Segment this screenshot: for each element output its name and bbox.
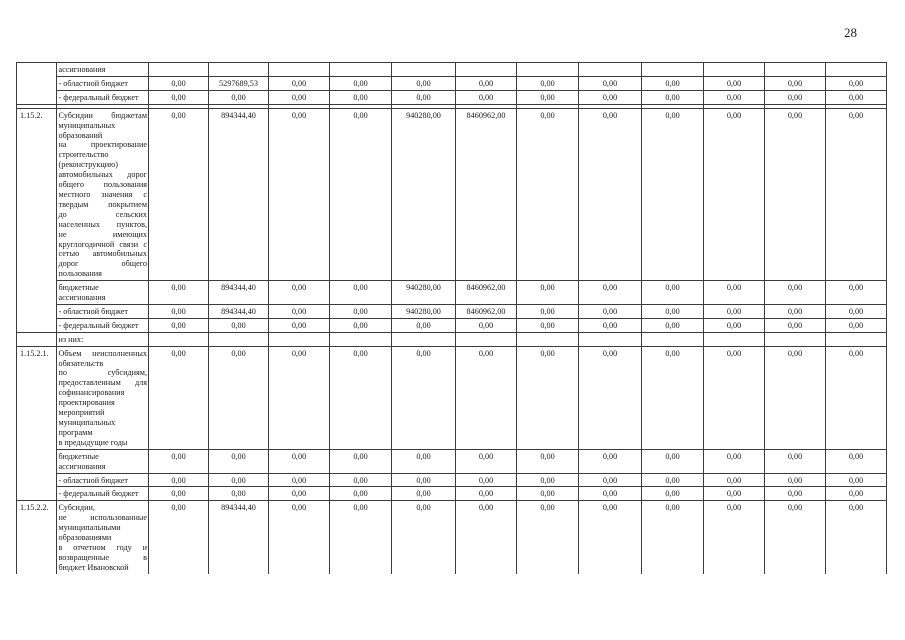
value-cell <box>456 332 517 346</box>
table-row <box>17 318 887 332</box>
table-row <box>17 346 887 449</box>
label-line: общего пользования <box>58 180 147 190</box>
value-cell: 0,00 <box>330 346 392 449</box>
label-line: бюджетные <box>58 283 99 293</box>
value-cell: 0,00 <box>642 304 704 318</box>
value-cell: 0,00 <box>517 281 579 305</box>
value-cell: 0,00 <box>149 76 209 90</box>
value-cell: 0,00 <box>456 473 517 487</box>
table-row <box>17 487 887 501</box>
value-cell <box>579 332 642 346</box>
value-cell: 0,00 <box>704 501 765 574</box>
value-cell: 0,00 <box>269 449 330 473</box>
value-cell: 0,00 <box>209 90 269 104</box>
value-cell: 0,00 <box>149 304 209 318</box>
row-label-cell <box>57 449 149 473</box>
label-line: ассигнования <box>58 65 106 74</box>
row-label-cell <box>57 473 149 487</box>
label-line: ассигнования <box>58 461 106 471</box>
value-cell: 894344,40 <box>209 304 269 318</box>
value-cell: 0,00 <box>765 281 826 305</box>
label-line: на проектирование <box>58 140 147 150</box>
value-cell: 0,00 <box>517 318 579 332</box>
value-cell: 0,00 <box>826 318 887 332</box>
label-line: в отчетном году и <box>58 542 147 552</box>
value-cell <box>579 63 642 77</box>
value-cell <box>765 332 826 346</box>
value-cell: 0,00 <box>330 449 392 473</box>
label-line: Субсидии бюджетам <box>58 110 147 120</box>
value-cell: 0,00 <box>579 281 642 305</box>
value-cell <box>149 332 209 346</box>
value-cell: 0,00 <box>330 473 392 487</box>
value-cell: 0,00 <box>517 487 579 501</box>
value-cell: 0,00 <box>330 318 392 332</box>
value-cell: 0,00 <box>149 487 209 501</box>
value-cell: 0,00 <box>642 501 704 574</box>
value-cell: 0,00 <box>704 108 765 280</box>
value-cell: 0,00 <box>704 346 765 449</box>
value-cell: 0,00 <box>642 318 704 332</box>
value-cell: 8460962,00 <box>456 108 517 280</box>
value-cell: 0,00 <box>456 449 517 473</box>
value-cell: 0,00 <box>579 76 642 90</box>
value-cell: 0,00 <box>826 449 887 473</box>
label-line: автомобильных дорог <box>58 170 147 180</box>
value-cell <box>765 63 826 77</box>
value-cell: 0,00 <box>765 487 826 501</box>
value-cell: 0,00 <box>456 90 517 104</box>
row-label-cell <box>57 108 149 280</box>
value-cell: 0,00 <box>269 304 330 318</box>
value-cell: 0,00 <box>209 318 269 332</box>
value-cell <box>269 63 330 77</box>
label-line: дорог общего <box>58 259 147 269</box>
value-cell: 0,00 <box>149 473 209 487</box>
value-cell: 0,00 <box>392 90 456 104</box>
label-line: софинансирования <box>58 388 125 398</box>
label-line: - федеральный бюджет <box>58 320 139 330</box>
value-cell: 0,00 <box>642 487 704 501</box>
value-cell <box>704 63 765 77</box>
value-cell <box>826 63 887 77</box>
row-label-cell <box>57 304 149 318</box>
row-label-cell <box>57 281 149 305</box>
budget-table <box>16 62 887 574</box>
value-cell: 0,00 <box>149 318 209 332</box>
row-label-cell <box>57 487 149 501</box>
value-cell: 0,00 <box>642 108 704 280</box>
value-cell <box>392 63 456 77</box>
value-cell: 0,00 <box>517 304 579 318</box>
row-label-cell <box>57 346 149 449</box>
row-number-cell: 1.15.2. <box>17 108 57 332</box>
value-cell: 0,00 <box>704 90 765 104</box>
label-line: образований <box>58 130 103 140</box>
value-cell: 0,00 <box>392 473 456 487</box>
budget-table-body <box>17 63 887 574</box>
value-cell: 0,00 <box>826 90 887 104</box>
value-cell: 0,00 <box>579 318 642 332</box>
value-cell: 0,00 <box>456 487 517 501</box>
value-cell: 0,00 <box>209 449 269 473</box>
value-cell: 0,00 <box>765 108 826 280</box>
value-cell: 0,00 <box>517 501 579 574</box>
value-cell: 0,00 <box>704 449 765 473</box>
table-row <box>17 449 887 473</box>
value-cell <box>209 63 269 77</box>
row-label-cell <box>57 63 149 77</box>
value-cell <box>642 63 704 77</box>
label-line: до сельских <box>58 209 147 219</box>
label-line: твердым покрытием <box>58 199 147 209</box>
row-label-cell <box>57 318 149 332</box>
value-cell <box>149 63 209 77</box>
value-cell: 940280,00 <box>392 304 456 318</box>
value-cell: 0,00 <box>826 346 887 449</box>
value-cell: 0,00 <box>642 473 704 487</box>
value-cell: 0,00 <box>456 318 517 332</box>
label-line: ассигнования <box>58 293 106 303</box>
value-cell: 0,00 <box>704 487 765 501</box>
row-number-cell <box>17 63 57 105</box>
value-cell: 0,00 <box>579 487 642 501</box>
value-cell: 0,00 <box>517 449 579 473</box>
value-cell: 0,00 <box>269 473 330 487</box>
value-cell <box>392 332 456 346</box>
value-cell: 0,00 <box>392 487 456 501</box>
value-cell: 0,00 <box>765 318 826 332</box>
value-cell: 0,00 <box>704 76 765 90</box>
table-row <box>17 501 887 574</box>
label-line: муниципальных <box>58 120 116 130</box>
value-cell: 0,00 <box>765 501 826 574</box>
value-cell: 0,00 <box>826 501 887 574</box>
value-cell: 0,00 <box>704 318 765 332</box>
value-cell: 0,00 <box>765 304 826 318</box>
value-cell: 0,00 <box>826 473 887 487</box>
table-row <box>17 63 887 77</box>
label-line: муниципальных <box>58 418 116 427</box>
value-cell: 0,00 <box>826 108 887 280</box>
value-cell: 0,00 <box>209 487 269 501</box>
value-cell: 0,00 <box>392 346 456 449</box>
value-cell: 0,00 <box>579 90 642 104</box>
label-line: населенных пунктов, <box>58 219 147 229</box>
value-cell: 0,00 <box>269 76 330 90</box>
table-row <box>17 90 887 104</box>
value-cell <box>826 332 887 346</box>
value-cell: 8460962,00 <box>456 281 517 305</box>
label-line: проектирования <box>58 398 115 408</box>
value-cell: 0,00 <box>642 76 704 90</box>
row-label-cell <box>57 76 149 90</box>
value-cell <box>330 332 392 346</box>
value-cell: 0,00 <box>826 304 887 318</box>
value-cell: 0,00 <box>330 281 392 305</box>
value-cell: 0,00 <box>642 346 704 449</box>
label-line: местного значения с <box>58 189 147 199</box>
value-cell: 894344,40 <box>209 501 269 574</box>
value-cell: 0,00 <box>269 487 330 501</box>
label-line: бюджет Ивановской <box>58 562 129 572</box>
label-line: (реконструкцию) <box>58 160 118 170</box>
value-cell: 0,00 <box>149 90 209 104</box>
value-cell: 0,00 <box>517 108 579 280</box>
value-cell: 0,00 <box>456 346 517 449</box>
value-cell: 0,00 <box>765 473 826 487</box>
label-line: строительство <box>58 150 109 160</box>
label-line: в предыдущие годы <box>58 437 128 447</box>
value-cell: 0,00 <box>765 76 826 90</box>
value-cell: 0,00 <box>456 76 517 90</box>
value-cell <box>269 332 330 346</box>
value-cell: 0,00 <box>392 76 456 90</box>
value-cell: 0,00 <box>579 108 642 280</box>
table-row <box>17 473 887 487</box>
value-cell: 0,00 <box>579 449 642 473</box>
value-cell: 0,00 <box>269 318 330 332</box>
label-line: по субсидиям, <box>58 368 147 378</box>
label-line: программ <box>58 427 93 437</box>
label-line: не имеющих <box>58 229 147 239</box>
label-line: - областной бюджет <box>58 306 128 316</box>
value-cell: 0,00 <box>269 108 330 280</box>
row-number-cell: 1.15.2.2. <box>17 501 57 574</box>
value-cell: 0,00 <box>149 108 209 280</box>
value-cell: 0,00 <box>704 281 765 305</box>
table-row <box>17 281 887 305</box>
value-cell <box>330 63 392 77</box>
value-cell: 940280,00 <box>392 281 456 305</box>
value-cell: 0,00 <box>269 346 330 449</box>
value-cell: 0,00 <box>149 346 209 449</box>
value-cell: 894344,40 <box>209 281 269 305</box>
value-cell: 940280,00 <box>392 108 456 280</box>
value-cell: 0,00 <box>517 90 579 104</box>
label-line: бюджетные <box>58 451 99 461</box>
value-cell: 0,00 <box>642 281 704 305</box>
value-cell: 0,00 <box>517 346 579 449</box>
row-label-cell <box>57 332 149 346</box>
value-cell: 0,00 <box>269 90 330 104</box>
value-cell: 0,00 <box>269 281 330 305</box>
value-cell: 0,00 <box>579 346 642 449</box>
value-cell: 0,00 <box>209 473 269 487</box>
value-cell: 894344,40 <box>209 108 269 280</box>
value-cell: 0,00 <box>642 449 704 473</box>
value-cell: 0,00 <box>330 304 392 318</box>
value-cell: 0,00 <box>826 281 887 305</box>
label-line: не использованные <box>58 513 147 523</box>
value-cell: 0,00 <box>579 304 642 318</box>
value-cell: 8460962,00 <box>456 304 517 318</box>
value-cell: 0,00 <box>269 501 330 574</box>
label-line: Объем неисполненных <box>58 348 147 358</box>
value-cell: 0,00 <box>330 108 392 280</box>
value-cell: 0,00 <box>392 318 456 332</box>
label-line: - федеральный бюджет <box>58 92 139 102</box>
label-line: предоставленным для <box>58 378 147 388</box>
value-cell: 0,00 <box>765 346 826 449</box>
row-label-cell <box>57 90 149 104</box>
value-cell: 0,00 <box>704 304 765 318</box>
label-line: пользования <box>58 269 102 279</box>
value-cell <box>209 332 269 346</box>
label-line: круглогодичной связи с <box>58 239 147 249</box>
label-line: - федеральный бюджет <box>58 489 139 499</box>
label-line: - областной бюджет <box>58 475 128 485</box>
value-cell <box>517 332 579 346</box>
value-cell: 0,00 <box>826 487 887 501</box>
label-line: сетью автомобильных <box>58 249 147 259</box>
value-cell: 0,00 <box>765 90 826 104</box>
label-line: мероприятий <box>58 408 105 418</box>
value-cell: 0,00 <box>149 449 209 473</box>
label-line: образованиями <box>58 533 112 543</box>
page-number: 28 <box>844 25 857 40</box>
table-row <box>17 108 887 280</box>
value-cell <box>642 332 704 346</box>
value-cell <box>456 63 517 77</box>
value-cell: 0,00 <box>330 90 392 104</box>
value-cell: 0,00 <box>330 501 392 574</box>
label-line: обязательств <box>58 358 104 368</box>
value-cell: 0,00 <box>579 473 642 487</box>
value-cell: 0,00 <box>456 501 517 574</box>
value-cell: 0,00 <box>704 473 765 487</box>
value-cell: 0,00 <box>579 501 642 574</box>
value-cell: 0,00 <box>392 449 456 473</box>
value-cell <box>517 63 579 77</box>
table-row <box>17 76 887 90</box>
value-cell: 0,00 <box>517 473 579 487</box>
value-cell: 0,00 <box>330 487 392 501</box>
label-line: Субсидии, <box>58 503 95 513</box>
table-row <box>17 304 887 318</box>
value-cell: 0,00 <box>330 76 392 90</box>
value-cell: 5297689,53 <box>209 76 269 90</box>
value-cell: 0,00 <box>209 346 269 449</box>
label-line: из них: <box>58 334 84 344</box>
row-label-cell <box>57 501 149 574</box>
value-cell: 0,00 <box>765 449 826 473</box>
label-line: муниципальными <box>58 523 121 533</box>
row-number-cell <box>17 332 57 346</box>
label-line: - областной бюджет <box>58 78 128 88</box>
value-cell: 0,00 <box>642 90 704 104</box>
value-cell: 0,00 <box>149 501 209 574</box>
value-cell: 0,00 <box>149 281 209 305</box>
value-cell <box>704 332 765 346</box>
value-cell: 0,00 <box>517 76 579 90</box>
row-number-cell: 1.15.2.1. <box>17 346 57 501</box>
value-cell: 0,00 <box>826 76 887 90</box>
value-cell: 0,00 <box>392 501 456 574</box>
table-row <box>17 332 887 346</box>
label-line: возвращенные в <box>58 552 147 562</box>
